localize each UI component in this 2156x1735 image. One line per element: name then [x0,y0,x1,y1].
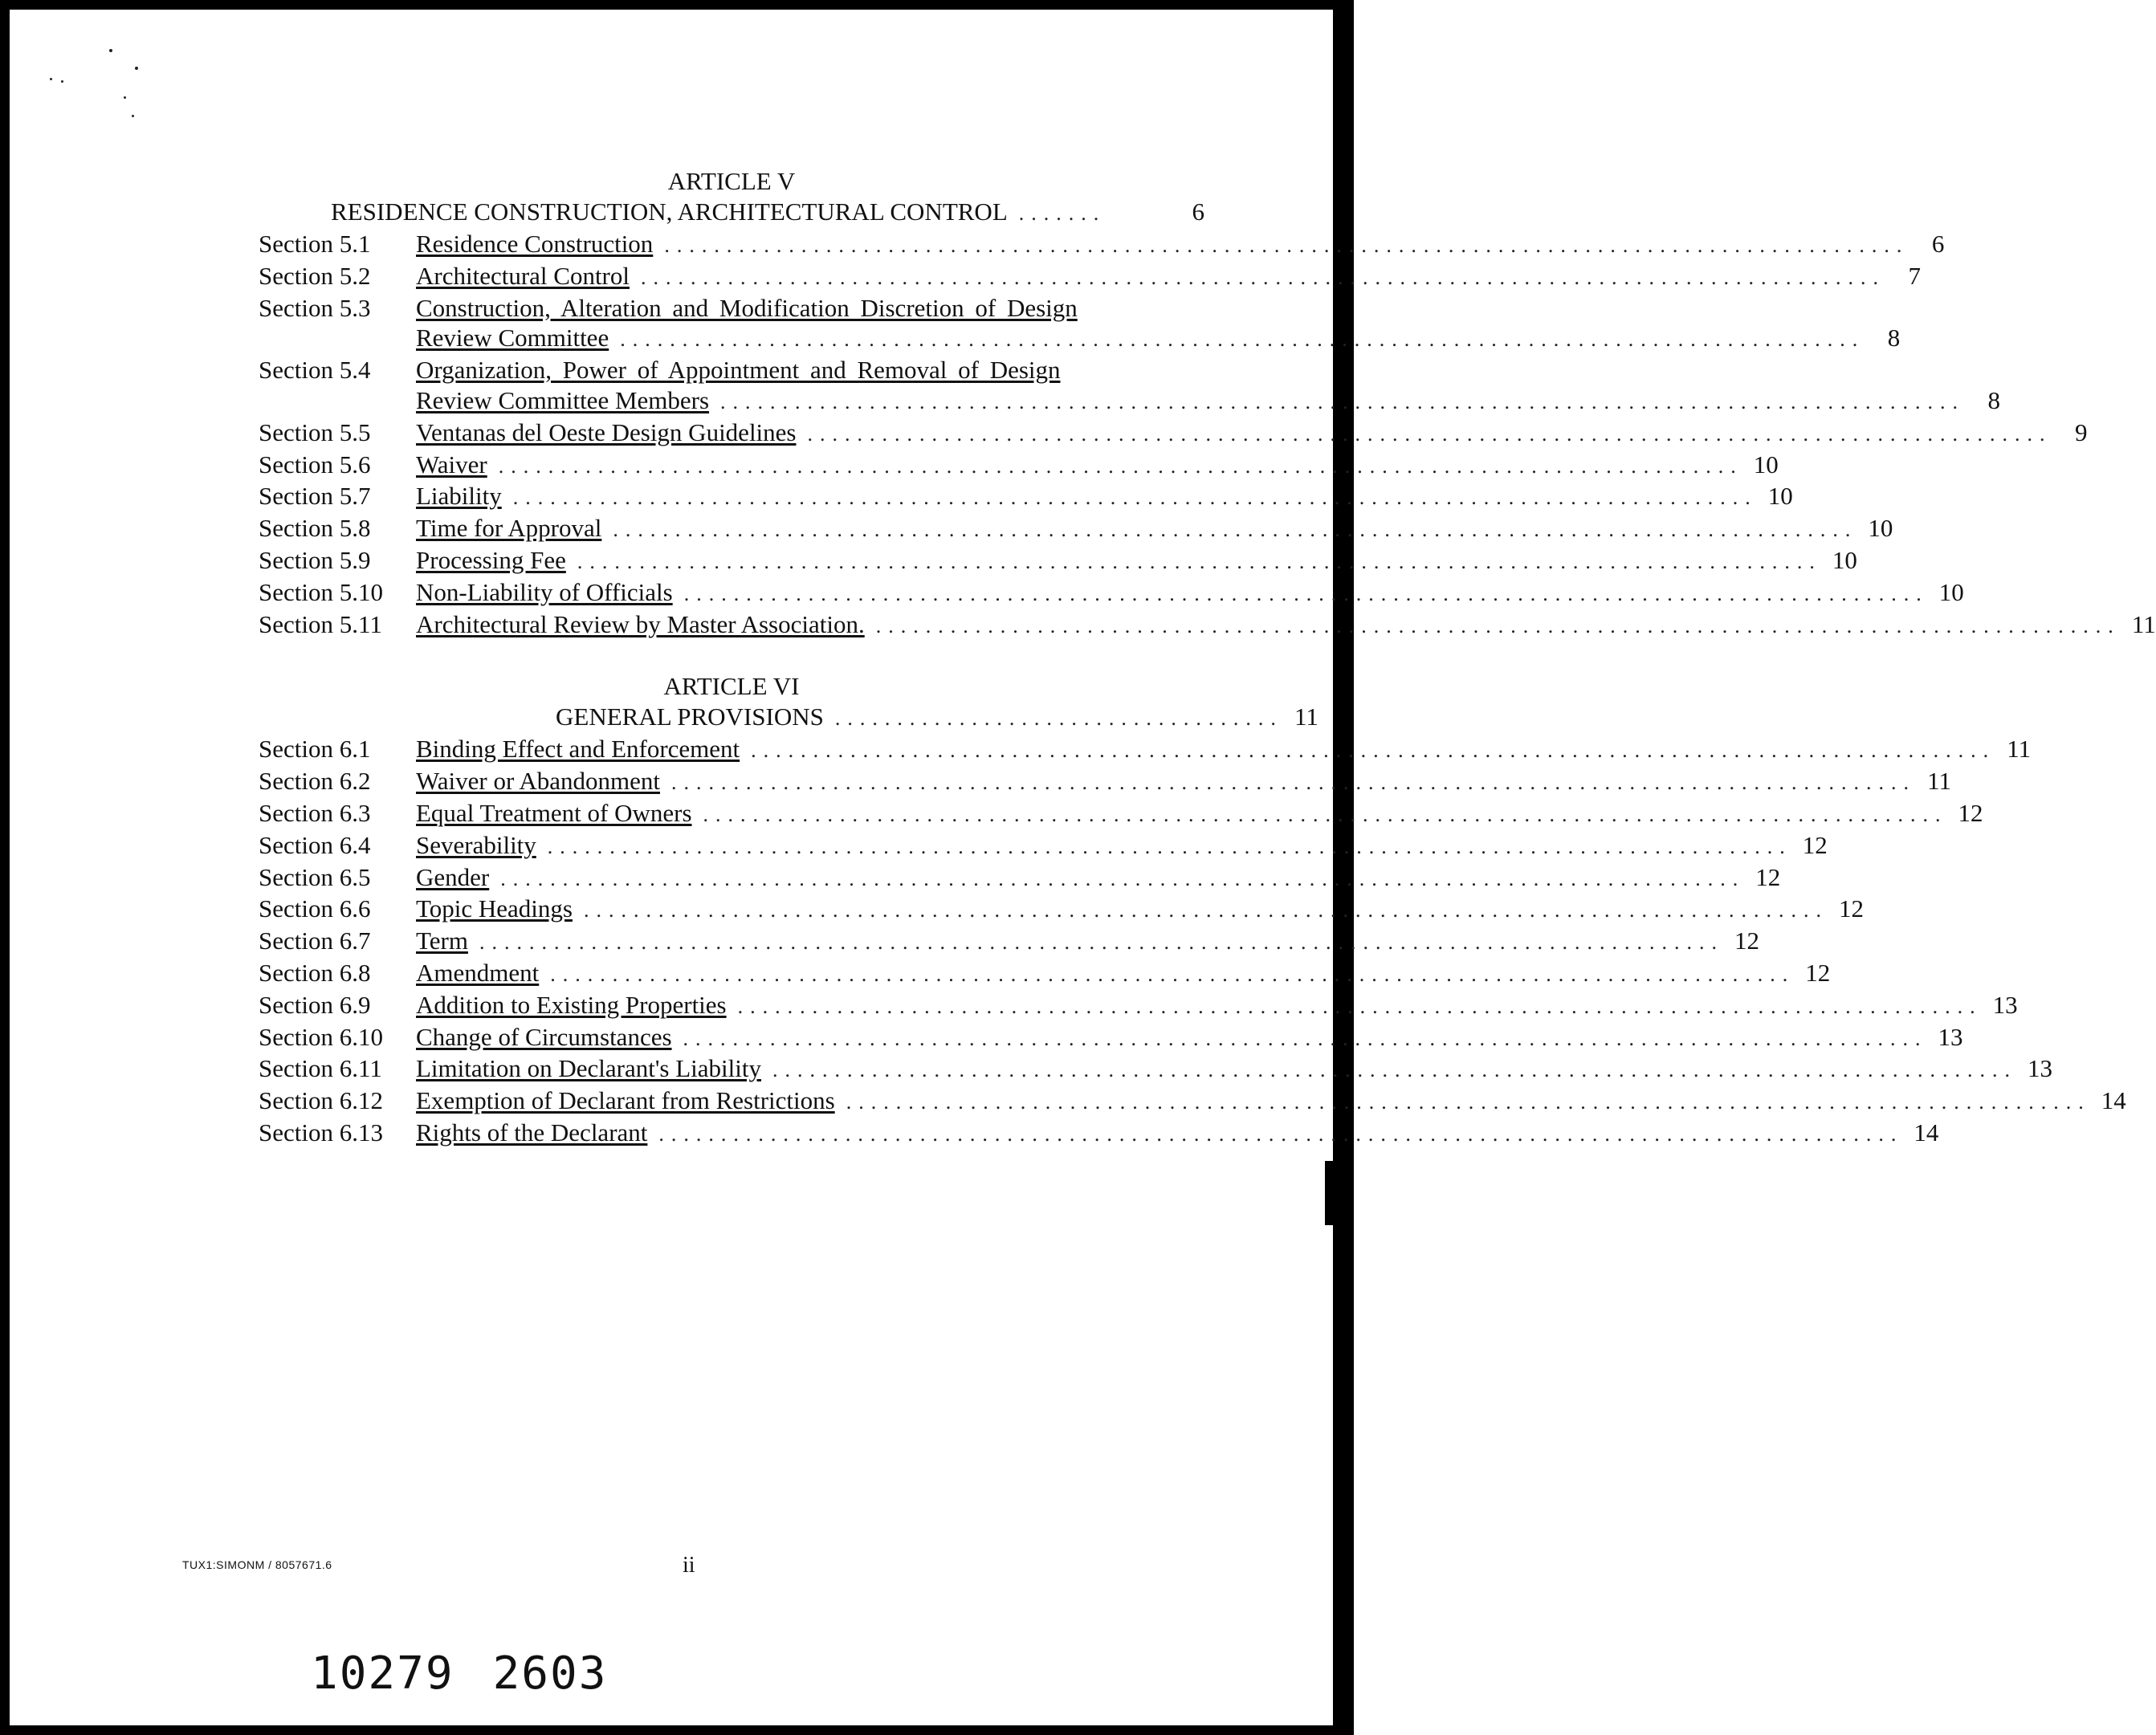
page-number: 14 [1914,1118,1939,1146]
scan-speck [124,96,126,99]
toc-entry [259,734,2032,766]
section-number: Section 5.11 [259,609,382,638]
section-number: Section 6.9 [259,990,371,1019]
page-number: 12 [1958,798,1983,827]
section-title: Binding Effect and Enforcement [416,735,740,764]
page-number: 11 [2131,609,2156,638]
page-number: 14 [2101,1086,2126,1115]
section-title: Residence Construction [416,230,654,258]
section-number: Section 6.13 [259,1118,383,1146]
section-number: Section 5.6 [259,450,371,479]
dot-leader: .................................................................................................... [664,234,1909,257]
section-title: Processing Fee [416,545,566,574]
scan-speck [132,115,134,117]
section-number: Section 6.3 [259,798,371,827]
page-number: 8 [1987,385,2001,414]
dot-leader: .................................................................................................... [479,931,1724,955]
page-number: 6 [1931,230,1945,258]
section-title: Non-Liability of Officials [416,577,673,606]
dot-leader: .................................................................................................... [641,265,1885,289]
dot-leader: .................................................................................................... [613,518,1858,542]
page-number: 13 [1992,990,2018,1019]
page-number: 10 [1938,577,1964,606]
article-6-sections [259,734,2126,1149]
section-number: Section 6.8 [259,958,371,987]
section-number: Section 5.10 [259,577,383,606]
section-number: Section 5.3 [259,293,371,322]
article-5-sections [259,229,2156,641]
section-title-first-line: Construction, Alteration and Modification Discretion of Design [416,293,1078,322]
toc-entry [259,1085,2126,1118]
section-number: Section 5.1 [259,230,371,258]
dot-leader: .................................................................................................... [683,1026,1928,1050]
dot-leader: ....... [1018,202,1107,225]
part-title-row [259,702,1318,734]
dot-leader: .................................................................................................... [772,1058,2018,1082]
article-heading: ARTICLE V [667,167,796,195]
section-title: Time for Approval [416,514,602,543]
section-title-first-line: Organization, Power of Appointment and Removal of Design [416,356,1061,385]
page-number: 8 [1887,324,1901,352]
dot-leader: .................................................................................................... [737,994,1983,1018]
page-number: 12 [1805,958,1831,987]
toc-entry [259,261,1921,293]
page-label: ii [683,1553,695,1578]
page-number: 10 [1753,450,1779,479]
toc-entry [259,766,1951,798]
toc-entry [259,229,1945,261]
toc-entry [259,513,1893,545]
toc-entry [259,830,1828,862]
section-title: Gender [416,862,490,891]
bates-number [311,1647,607,1700]
dot-leader: .................................................................................................... [550,962,1795,986]
article-heading: ARTICLE VI [663,672,800,701]
dot-leader: .................................... [834,707,1283,731]
section-number: Section 5.9 [259,545,371,574]
scan-speck [135,67,138,70]
toc-entry [259,1053,2053,1085]
section-title: Liability [416,482,502,511]
page-number: 12 [1734,927,1759,955]
page-number: 13 [1938,1022,1963,1051]
section-title: Waiver [416,450,487,479]
part-title-row [259,197,1204,229]
section-title: Change of Circumstances [416,1022,672,1051]
dot-leader: .................................................................................................... [846,1090,2091,1114]
toc-entry [259,609,2156,641]
toc-entry [259,926,1759,958]
section-number: Section 5.2 [259,261,371,290]
page-number: 6 [1192,198,1204,226]
page-number: 9 [2075,417,2088,446]
section-number: Section 6.7 [259,927,371,955]
page-number: 12 [1802,830,1828,859]
toc-entry [259,355,2001,417]
section-number: Section 6.1 [259,735,371,764]
section-number: Section 6.12 [259,1086,383,1115]
toc-entry [259,481,1793,513]
page-number: 10 [1868,514,1893,543]
table-of-contents [259,166,2156,1150]
section-title: Exemption of Declarant from Restrictions [416,1086,835,1115]
toc-entry [259,862,1781,894]
part-title: GENERAL PROVISIONS [556,703,824,731]
section-title: Waiver or Abandonment [416,767,660,796]
page-number: 7 [1908,261,1921,290]
section-number: Section 6.11 [259,1054,382,1083]
scan-edge-mark [1325,1161,1333,1225]
toc-entry [259,577,1964,609]
section-title: Ventanas del Oeste Design Guidelines [416,417,797,446]
section-number: Section 6.2 [259,767,371,796]
page-number: 12 [1755,862,1781,891]
page-number: 11 [1927,767,1951,796]
part-title: RESIDENCE CONSTRUCTION, ARCHITECTURAL CONTROL [331,198,1008,226]
section-title: Topic Headings [416,894,573,923]
section-title: Equal Treatment of Owners [416,798,692,827]
page-number: 12 [1838,894,1864,923]
dot-leader: .................................................................................................... [498,454,1743,478]
toc-entry [259,1118,1939,1150]
section-title: Term [416,927,468,955]
toc-entry [259,293,1901,356]
section-number: Section 6.4 [259,830,371,859]
scan-speck [50,78,52,80]
section-number: Section 5.8 [259,514,371,543]
dot-leader: .................................................................................................... [670,771,1916,795]
section-title: Review Committee Members [416,385,710,414]
section-number: Section 6.5 [259,862,371,891]
section-number: Section 6.6 [259,894,371,923]
section-title: Rights of the Declarant [416,1118,648,1146]
page-number: 11 [1294,703,1318,731]
dot-leader: .................................................................................................... [547,834,1792,858]
section-number: Section 5.7 [259,482,371,511]
dot-leader: .................................................................................................... [512,486,1758,510]
toc-entry [259,990,2018,1022]
bates-number-right: 2603 [492,1647,608,1700]
dot-leader: .................................................................................................... [720,389,1966,413]
dot-leader: .................................................................................................... [703,802,1948,826]
dot-leader: .................................................................................................... [751,739,1996,763]
dot-leader: .................................................................................................... [500,866,1746,890]
section-title: Amendment [416,958,540,987]
toc-entry [259,1022,1963,1054]
toc-entry [259,450,1779,482]
dot-leader: .................................................................................................... [620,328,1865,352]
section-title: Severability [416,830,536,859]
section-title: Review Committee [416,324,609,352]
scan-speck [109,49,112,52]
section-title: Limitation on Declarant's Liability [416,1054,762,1083]
toc-entry [259,958,1831,990]
dot-leader: .................................................................................................... [658,1122,1904,1146]
bates-number-left: 10279 [311,1647,454,1700]
dot-leader: .................................................................................................... [683,581,1929,605]
dot-leader: .................................................................................................... [577,549,1822,573]
page-number: 10 [1767,482,1793,511]
dot-leader: .................................................................................................... [807,422,2052,446]
toc-entry [259,417,2088,450]
section-title: Architectural Control [416,261,630,290]
section-title: Architectural Review by Master Association. [416,609,865,638]
section-number: Section 5.5 [259,417,371,446]
toc-entry [259,798,1983,830]
page-number: 11 [2007,735,2032,764]
toc-entry [259,894,1864,926]
page-number: 10 [1832,545,1857,574]
dot-leader: .................................................................................................... [875,613,2121,637]
scan-speck [61,80,63,83]
section-number: Section 6.10 [259,1022,383,1051]
page-number: 13 [2028,1054,2053,1083]
dot-leader: .................................................................................................... [583,898,1828,922]
section-title: Addition to Existing Properties [416,990,727,1019]
toc-entry [259,545,1857,577]
document-code: TUX1:SIMONM / 8057671.6 [182,1558,332,1571]
section-number: Section 5.4 [259,356,371,385]
